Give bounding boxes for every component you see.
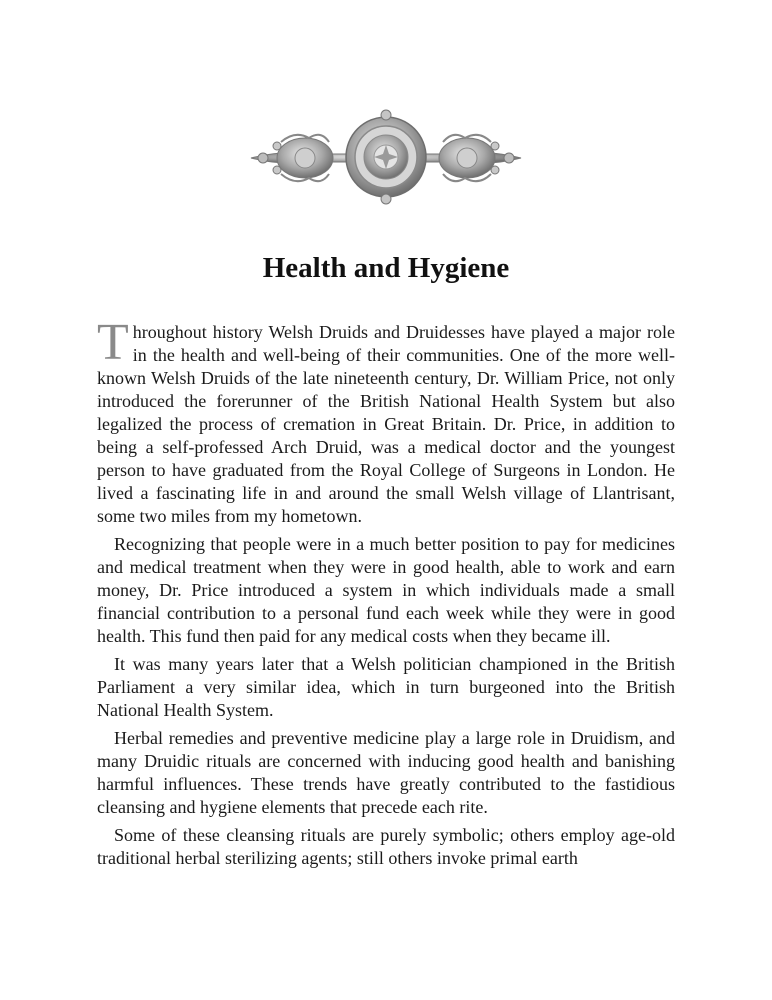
paragraph-3: It was many years later that a Welsh politician championed in the British Parliament a very similar idea, which in turn burgeoned into the British National Health System. bbox=[97, 654, 675, 720]
celtic-brooch-ornament bbox=[243, 108, 529, 206]
paragraph-1-text: hroughout history Welsh Druids and Druidesses have played a major role in the health and well-being of their communities. One of the more well-known Welsh Druids of the late nineteenth century, Dr. William Price, not only introduced the forerunner of the British National Health System but also legalized the process of cremation in Great Britain. Dr. Price, in addition to being a self-professed Arch Druid, was a medical doctor and the youngest person to have graduated from the Royal College of Surgeons in London. He lived a fascinating life in and around the small Welsh village of Llantrisant, some two miles from my hometown. bbox=[97, 322, 675, 526]
drop-cap: T bbox=[97, 314, 129, 371]
paragraph-5: Some of these cleansing rituals are purely symbolic; others employ age-old traditional herbal sterilizing agents; still others invoke primal earth bbox=[97, 825, 675, 868]
paragraph-4: Herbal remedies and preventive medicine play a large role in Druidism, and many Druidic rituals are concerned with inducing good health and banishing harmful influences. These trends have greatly contributed to the fastidious cleansing and hygiene elements that precede each rite. bbox=[97, 728, 675, 817]
body-text bbox=[97, 314, 675, 875]
paragraph-1 bbox=[97, 314, 675, 528]
page-title: Health and Hygiene bbox=[262, 252, 510, 284]
paragraph-2: Recognizing that people were in a much better position to pay for medicines and medical treatment when they were in good health, able to work and earn money, Dr. Price introduced a system in which individuals made a small financial contribution to a personal fund each week while they were in good health. This fund then paid for any medical costs when they became ill. bbox=[97, 534, 675, 646]
